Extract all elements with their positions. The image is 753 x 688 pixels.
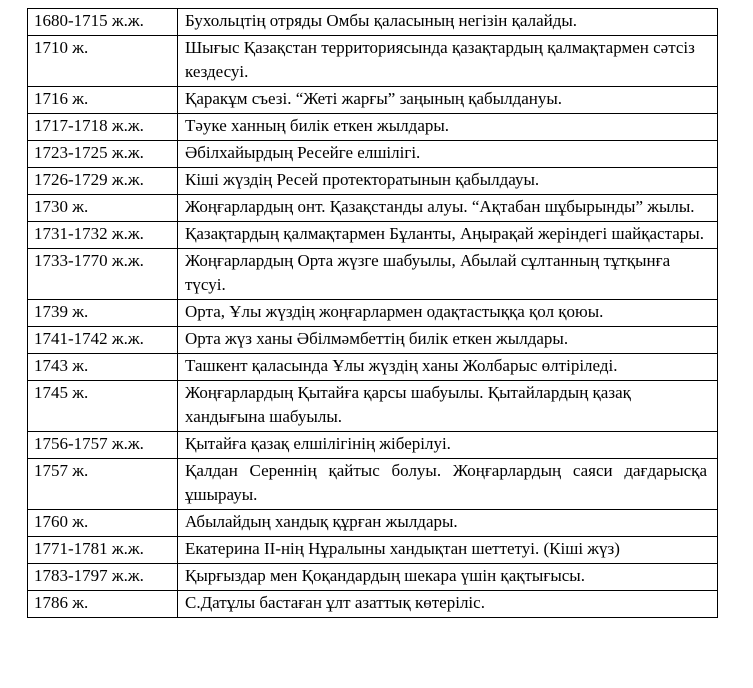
date-cell: 1726-1729 ж.ж. xyxy=(28,168,178,195)
event-cell: Қаракұм съезі. “Жеті жарғы” заңының қабылдануы. xyxy=(178,87,718,114)
date-cell: 1783-1797 ж.ж. xyxy=(28,564,178,591)
table-row xyxy=(28,432,718,459)
event-cell: Әбілхайырдың Ресейге елшілігі. xyxy=(178,141,718,168)
event-cell: Қазақтардың қалмақтармен Бұланты, Аңырақай жеріндегі шайқастары. xyxy=(178,222,718,249)
table-row xyxy=(28,327,718,354)
event-cell: Орта жүз ханы Әбілмәмбеттің билік еткен жылдары. xyxy=(178,327,718,354)
date-cell: 1743 ж. xyxy=(28,354,178,381)
table-row xyxy=(28,87,718,114)
event-cell: Абылайдың хандық құрған жылдары. xyxy=(178,510,718,537)
table-row xyxy=(28,459,718,510)
date-cell: 1760 ж. xyxy=(28,510,178,537)
event-cell: Тәуке ханның билік еткен жылдары. xyxy=(178,114,718,141)
event-cell: Қырғыздар мен Қоқандардың шекара үшін қақтығысы. xyxy=(178,564,718,591)
table-row xyxy=(28,510,718,537)
event-cell: Екатерина II-нің Нұралыны хандықтан шеттетуі. (Кіші жүз) xyxy=(178,537,718,564)
table-row xyxy=(28,168,718,195)
event-cell: Ташкент қаласында Ұлы жүздің ханы Жолбарыс өлтіріледі. xyxy=(178,354,718,381)
event-cell: Қалдан Сереннің қайтыс болуы. Жоңғарлардың саяси дағдарысқа ұшырауы. xyxy=(178,459,718,510)
date-cell: 1716 ж. xyxy=(28,87,178,114)
date-cell: 1710 ж. xyxy=(28,36,178,87)
event-cell: Орта, Ұлы жүздің жоңғарлармен одақтастыққа қол қоюы. xyxy=(178,300,718,327)
date-cell: 1757 ж. xyxy=(28,459,178,510)
event-cell: Бухольцтің отряды Омбы қаласының негізін қалайды. xyxy=(178,9,718,36)
timeline-table xyxy=(27,8,718,618)
table-row xyxy=(28,9,718,36)
table-row xyxy=(28,222,718,249)
table-row xyxy=(28,537,718,564)
table-row xyxy=(28,114,718,141)
date-cell: 1717-1718 ж.ж. xyxy=(28,114,178,141)
date-cell: 1741-1742 ж.ж. xyxy=(28,327,178,354)
table-row xyxy=(28,564,718,591)
table-row xyxy=(28,249,718,300)
table-row xyxy=(28,36,718,87)
event-cell: Кіші жүздің Ресей протекторатынын қабылдауы. xyxy=(178,168,718,195)
event-cell: Жоңғарлардың Қытайға қарсы шабуылы. Қытайлардың қазақ хандығына шабуылы. xyxy=(178,381,718,432)
event-cell: Жоңғарлардың Орта жүзге шабуылы, Абылай сұлтанның тұтқынға түсуі. xyxy=(178,249,718,300)
table-row xyxy=(28,300,718,327)
timeline-body xyxy=(28,9,718,618)
date-cell: 1771-1781 ж.ж. xyxy=(28,537,178,564)
date-cell: 1733-1770 ж.ж. xyxy=(28,249,178,300)
date-cell: 1756-1757 ж.ж. xyxy=(28,432,178,459)
date-cell: 1786 ж. xyxy=(28,591,178,618)
table-row xyxy=(28,195,718,222)
date-cell: 1680-1715 ж.ж. xyxy=(28,9,178,36)
table-row xyxy=(28,591,718,618)
event-cell: Шығыс Қазақстан территориясында қазақтардың қалмақтармен сәтсіз кездесуі. xyxy=(178,36,718,87)
date-cell: 1739 ж. xyxy=(28,300,178,327)
event-cell: Қытайға қазақ елшілігінің жіберілуі. xyxy=(178,432,718,459)
date-cell: 1723-1725 ж.ж. xyxy=(28,141,178,168)
table-row xyxy=(28,141,718,168)
event-cell: С.Датұлы бастаған ұлт азаттық көтеріліс. xyxy=(178,591,718,618)
date-cell: 1731-1732 ж.ж. xyxy=(28,222,178,249)
event-cell: Жоңғарлардың онт. Қазақстанды алуы. “Ақтабан шұбырынды” жылы. xyxy=(178,195,718,222)
table-row xyxy=(28,381,718,432)
date-cell: 1730 ж. xyxy=(28,195,178,222)
date-cell: 1745 ж. xyxy=(28,381,178,432)
table-row xyxy=(28,354,718,381)
